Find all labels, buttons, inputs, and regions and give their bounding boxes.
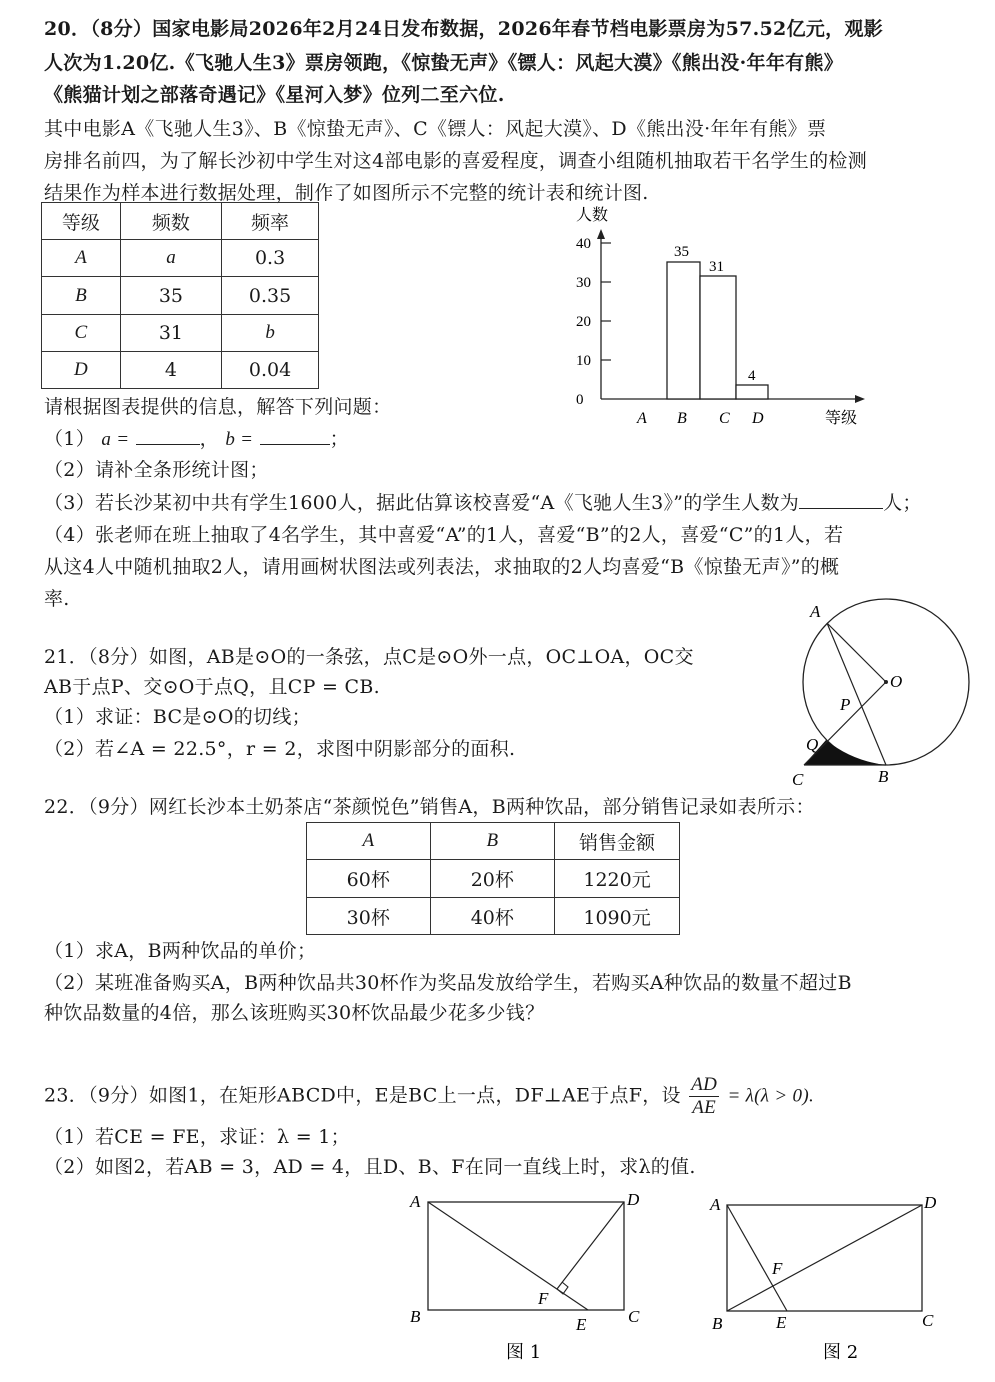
- x-category-label: B: [677, 410, 687, 427]
- table-header: A: [307, 823, 431, 860]
- y-axis-label: 人数: [576, 205, 609, 224]
- label-q: Q: [806, 735, 819, 754]
- label-d: D: [924, 1193, 937, 1212]
- table-row: [42, 352, 319, 389]
- label-e: E: [776, 1313, 787, 1332]
- x-category-label: D: [752, 410, 764, 427]
- table-cell: 35: [120, 277, 221, 315]
- y-tick-label: 20: [576, 314, 591, 330]
- table-header: 频率: [222, 203, 319, 240]
- q20-part-4-line-2: 从这4人中随机抽取2人，请用画树状图法或列表法，求抽取的2人均喜爱“B《惊蛰无声》”的概: [44, 556, 840, 578]
- table-cell: 40杯: [430, 898, 555, 935]
- table-header: 等级: [42, 203, 121, 240]
- label-a: A: [410, 1192, 421, 1211]
- q21-line-2: AB于点P、交⊙O于点Q，且CP = CB.: [44, 676, 381, 698]
- q23-part-1: （1）若CE = FE，求证：λ = 1；: [44, 1126, 350, 1148]
- semicolon: ；: [329, 428, 349, 450]
- table-cell: b: [222, 315, 319, 352]
- q22-header: 22．（9分）网红长沙本土奶茶店“茶颜悦色”销售A，B两种饮品，部分销售记录如表所示：: [44, 796, 815, 818]
- answer-blank-b[interactable]: [260, 424, 330, 445]
- table-cell: 20杯: [430, 860, 555, 898]
- table-cell: 1220元: [555, 860, 680, 898]
- bar-D: [736, 385, 768, 399]
- y-tick-label: 30: [576, 275, 591, 291]
- y-tick-label: 0: [576, 392, 584, 408]
- table-row: [307, 898, 680, 935]
- figure-1: [400, 1185, 680, 1375]
- table-cell: B: [42, 277, 121, 315]
- q20-intro-line-1: 其中电影A《飞驰人生3》、B《惊蛰无声》、C《镖人：风起大漠》、D《熊出没·年年有熊》票: [44, 118, 827, 140]
- bar-C: [700, 276, 736, 399]
- table-row: [307, 860, 680, 898]
- table-row: [42, 240, 319, 277]
- q20-intro-line-2: 房排名前四，为了解长沙初中学生对这4部电影的喜爱程度，调查小组随机抽取若干名学生的检测: [44, 150, 867, 172]
- bar-value-label: 35: [674, 244, 689, 260]
- bar-B: [667, 262, 700, 399]
- q23-part-2: （2）如图2，若AB = 3，AD = 4，且D、B、F在同一直线上时，求λ的值.: [44, 1156, 696, 1178]
- q20-part-4-line-3: 率.: [44, 588, 70, 610]
- label-b: B: [410, 1307, 421, 1326]
- table-cell: C: [42, 315, 121, 352]
- q22-part-2-line-1: （2）某班准备购买A，B两种饮品共30杯作为奖品发放给学生，若购买A种饮品的数量不超过B: [44, 972, 852, 994]
- part-3-text: （3）若长沙某初中共有学生1600人，据此估算该校喜爱“A《飞驰人生3》”的学生人数为: [44, 492, 800, 514]
- table-cell: 0.3: [222, 240, 319, 277]
- x-axis-label: 等级: [825, 408, 858, 427]
- label-c: C: [792, 770, 804, 789]
- q20-part-4-line-1: （4）张老师在班上抽取了4名学生，其中喜爱“A”的1人，喜爱“B”的2人，喜爱“C”的1人，若: [44, 524, 844, 546]
- y-tick-label: 40: [576, 236, 591, 252]
- bar-value-label: 4: [748, 368, 756, 384]
- table-cell: A: [42, 240, 121, 277]
- separator: ，: [199, 428, 219, 450]
- q20-header-line-2: 人次为1.20亿.《飞驰人生3》票房领跑，《惊蛰无声》《镖人：风起大漠》《熊出没·年年有熊》: [44, 52, 844, 74]
- table-cell: 30杯: [307, 898, 431, 935]
- part-number: （1）: [44, 428, 95, 450]
- bar-value-label: 31: [709, 259, 724, 275]
- a-label: a =: [101, 429, 130, 450]
- label-f: F: [538, 1289, 549, 1308]
- figure-1-caption: 图 1: [506, 1342, 542, 1363]
- y-axis-arrow-icon: [597, 229, 605, 239]
- table-cell: a: [120, 240, 221, 277]
- label-d: D: [627, 1190, 640, 1209]
- rectangle-abcd: [428, 1202, 624, 1310]
- q20-header-line-1: 20．（8分）国家电影局2026年2月24日发布数据，2026年春节档电影票房为57.52亿元，观影: [44, 18, 884, 40]
- table-row: [42, 277, 319, 315]
- q21-line-1: 21．（8分）如图，AB是⊙O的一条弦，点C是⊙O外一点，OC⊥OA，OC交: [44, 646, 694, 668]
- label-a: A: [710, 1195, 721, 1214]
- fraction-numerator: AD: [691, 1074, 718, 1095]
- q23-header-text: 23．（9分）如图1，在矩形ABCD中，E是BC上一点，DF⊥AE于点F，设: [44, 1084, 681, 1107]
- answer-blank-count[interactable]: [799, 488, 883, 509]
- frequency-table: [41, 202, 319, 389]
- table-cell: 4: [120, 352, 221, 389]
- fraction-ad-ae: [689, 1074, 719, 1119]
- table-header: B: [430, 823, 555, 860]
- sales-table: [306, 822, 680, 935]
- q21-part-2: （2）若∠A = 22.5°，r = 2，求图中阴影部分的面积.: [44, 738, 516, 760]
- circle-figure: [790, 595, 990, 795]
- table-header: 频数: [120, 203, 221, 240]
- table-header: 销售金额: [555, 823, 680, 860]
- table-cell: 0.35: [222, 277, 319, 315]
- part-3-end: 人；: [883, 492, 922, 514]
- label-c: C: [922, 1311, 934, 1330]
- fraction-rhs: = λ(λ > 0).: [727, 1085, 815, 1107]
- table-cell: 0.04: [222, 352, 319, 389]
- q21-part-1: （1）求证：BC是⊙O的切线；: [44, 706, 311, 728]
- table-row: [42, 315, 319, 352]
- label-b: B: [878, 767, 889, 786]
- table-cell: 60杯: [307, 860, 431, 898]
- y-tick-label: 10: [576, 353, 591, 369]
- q23-header: [44, 1074, 814, 1119]
- q22-part-2-line-2: 种饮品数量的4倍，那么该班购买30杯饮品最少花多少钱？: [44, 1002, 545, 1024]
- label-p: P: [840, 695, 851, 714]
- q20-header-line-3: 《熊猫计划之部落奇遇记》《星河入梦》位列二至六位.: [44, 84, 505, 106]
- label-f: F: [772, 1259, 783, 1278]
- figure-2: [690, 1185, 950, 1375]
- label-e: E: [576, 1315, 587, 1334]
- label-c: C: [628, 1307, 640, 1326]
- q20-prompt: 请根据图表提供的信息，解答下列问题：: [44, 396, 392, 418]
- q22-part-1: （1）求A，B两种饮品的单价；: [44, 940, 317, 962]
- q20-part-2: （2）请补全条形统计图；: [44, 459, 269, 481]
- label-b: B: [712, 1314, 723, 1333]
- bar-chart: [560, 195, 880, 435]
- fraction-denominator: AE: [692, 1097, 717, 1118]
- q20-part-3: [44, 488, 922, 518]
- x-category-label: C: [719, 410, 730, 427]
- table-cell: 1090元: [555, 898, 680, 935]
- label-o: O: [890, 672, 903, 691]
- table-cell: 31: [120, 315, 221, 352]
- answer-blank-a[interactable]: [136, 424, 200, 445]
- x-axis-arrow-icon: [855, 395, 865, 403]
- label-a: A: [810, 602, 821, 621]
- q20-intro-line-3: 结果作为样本进行数据处理，制作了如图所示不完整的统计表和统计图.: [44, 182, 649, 204]
- x-category-label: A: [637, 410, 647, 427]
- table-cell: D: [42, 352, 121, 389]
- q20-part-1: [44, 424, 349, 455]
- b-label: b =: [225, 429, 254, 450]
- figure-2-caption: 图 2: [823, 1342, 859, 1363]
